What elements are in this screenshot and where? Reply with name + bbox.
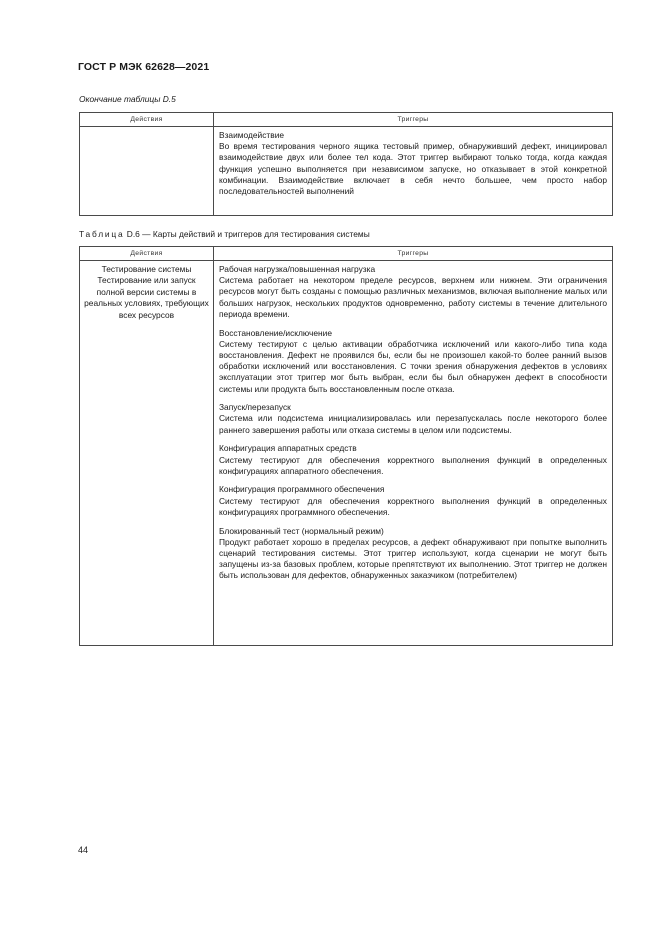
trigger-title: Рабочая нагрузка/повышенная нагрузка [219, 264, 376, 274]
trigger-cell [214, 127, 613, 216]
table-d5-caption: Окончание таблицы D.5 [79, 94, 176, 104]
trigger-block [219, 402, 607, 436]
table-header-row [80, 113, 613, 127]
column-header-triggers: Триггеры [214, 247, 613, 261]
table-caption-prefix: Таблица [79, 229, 125, 239]
page-number: 44 [78, 845, 89, 855]
trigger-title: Запуск/перезапуск [219, 402, 291, 413]
trigger-description: Система или подсистема инициализировалась или перезапускалась после некоторого более раннего завершения работы или отказа системы в целом или подсистемы. [219, 413, 607, 435]
trigger-description: Система работает на некотором пределе ресурсов, верхнем или нижнем. Эти ограничения ресурсов могут быть созданы с помощью различных механизмов, включая выполнение малых или больших нагрузок, нескольких продуктов одновременно, работу системы в течение длительного периода времени. [219, 275, 607, 319]
trigger-block [219, 328, 607, 395]
trigger-block [219, 443, 607, 477]
trigger-title: Конфигурация аппаратных средств [219, 443, 357, 454]
action-cell [80, 127, 214, 216]
table-d5 [79, 112, 613, 216]
trigger-block [219, 484, 607, 518]
trigger-cell [214, 261, 613, 646]
trigger-title: Взаимодействие [219, 130, 285, 140]
document-header: ГОСТ Р МЭК 62628—2021 [78, 61, 210, 73]
trigger-description: Систему тестируют для обеспечения корректного выполнения функций в определенных конфигурациях программного обеспечения. [219, 495, 607, 517]
trigger-block [219, 526, 607, 582]
column-header-actions: Действия [80, 113, 214, 127]
trigger-description: Систему тестируют с целью активации обработчика исключений или какого-либо типа кода восстановления. Дефект не проявился бы, если бы не произошел какой-то более ранний вызов обработки исключений или восстановления. С точки зрения обнаружения дефектов в условиях эксплуатации этот триггер мог быть выбран, если бы был обнаружен дефект в способности системы или продукта быть восстановленным после отказа. [219, 338, 607, 394]
table-row [80, 261, 613, 646]
column-header-triggers: Триггеры [214, 113, 613, 127]
trigger-description: Во время тестирования черного ящика тестовый пример, обнаруживший дефект, инициировал взаимодействие двух или более тел кода. Этот триггер выбирают только тогда, когда каждая функция успешно выполняется при независимом запуске, но отказывает в этой конкретной комбинации. Взаимодействие включает в себя нечто большее, чем просто набор последовательностей выполнений [219, 141, 607, 197]
column-header-actions: Действия [80, 247, 214, 261]
trigger-title: Восстановление/исключение [219, 327, 332, 338]
table-d6 [79, 246, 613, 646]
trigger-title: Блокированный тест (нормальный режим) [219, 525, 384, 536]
action-cell: Тестирование системы Тестирование или запуск полной версии системы в реальных условиях, требующих всех ресурсов [80, 261, 214, 646]
trigger-block [219, 264, 607, 320]
table-d6-caption [79, 229, 370, 239]
trigger-description: Продукт работает хорошо в пределах ресурсов, а дефект обнаруживают при попытке выполнить сценарий тестирования системы. Этот триггер используют, когда сценарии не могут быть запущены из-за базовых проблем, которые препятствуют их выполнению. Этот триггер не должен быть использован для дефектов, обнаруженных заказчиком (потребителем) [219, 536, 607, 581]
table-header-row [80, 247, 613, 261]
trigger-description: Систему тестируют для обеспечения корректного выполнения функций в определенных конфигурациях аппаратного обеспечения. [219, 454, 607, 476]
trigger-title: Конфигурация программного обеспечения [219, 484, 385, 495]
table-row [80, 127, 613, 216]
table-caption-text: D.6 — Карты действий и триггеров для тестирования системы [124, 229, 370, 239]
